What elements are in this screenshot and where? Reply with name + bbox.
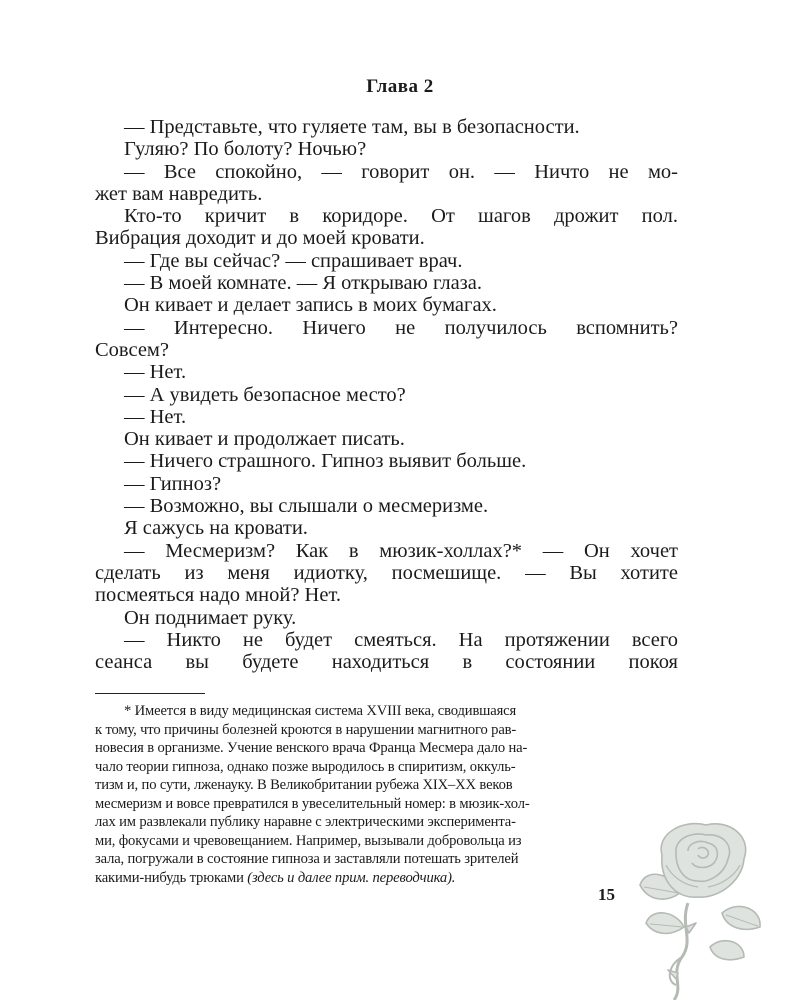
text-line: — Ничего страшного. Гипноз выявит больше.: [124, 450, 527, 473]
text-line: — А увидеть безопасное место?: [124, 383, 406, 406]
text-line: — Представьте, что гуляете там, вы в безопасности.: [124, 116, 580, 138]
footnote-line: ми, фокусами и чревовещанием. Например, вызывали добровольца из: [95, 832, 522, 849]
text-line: Он кивает и делает запись в моих бумагах.: [124, 294, 497, 317]
text-line: Гуляю? По болоту? Ночью?: [124, 138, 367, 161]
footnote-line: новесия в организме. Учение венского врача Франца Месмера дало на-: [95, 740, 528, 756]
footnote-line: * Имеется в виду медицинская система XVIII века, сводившаяся: [124, 703, 517, 719]
text-line: Он поднимает руку.: [124, 606, 297, 629]
text-line: Совсем?: [95, 338, 170, 361]
text-line: — Нет.: [124, 361, 187, 384]
footnote-line: зала, погружали в состояние гипноза и заставляли потешать зрителей: [95, 851, 519, 867]
text-line: — Нет.: [124, 405, 187, 428]
text-line: — Возможно, вы слышали о месмеризме.: [124, 495, 489, 518]
translator-note: (здесь и далее прим. переводчика).: [247, 869, 456, 886]
text-line: Кто-то кричит в коридоре. От шагов дрожит пол.: [124, 205, 678, 228]
chapter-title: Глава 2: [366, 76, 434, 97]
text-line: — В моей комнате. — Я открываю глаза.: [124, 272, 482, 295]
text-line: — Никто не будет смеяться. На протяжении всего: [124, 628, 678, 651]
footnote-line: чало теории гипноза, однако позже выродилось в спиритизм, оккуль-: [95, 758, 516, 775]
footnote: [95, 702, 678, 887]
text-line: Я сажусь на кровати.: [124, 517, 308, 540]
footnote-line: лах им развлекали публику наравне с электрическими эксперимента-: [95, 814, 516, 830]
text-line: жет вам навредить.: [95, 182, 263, 205]
footnote-last-line: [95, 869, 678, 888]
text-line: посмеяться надо мной? Нет.: [95, 584, 341, 607]
text-line: — Месмеризм? Как в мюзик-холлах?* — Он хочет: [124, 539, 678, 562]
text-line: Он кивает и продолжает писать.: [124, 428, 405, 451]
body-text: [95, 116, 678, 673]
footnote-line: месмеризм и вовсе превратился в увеселительный номер: в мюзик-хол-: [95, 795, 530, 812]
footnote-line: какими-нибудь трюками: [95, 869, 244, 886]
rose-icon: [610, 815, 790, 1000]
text-line: — Все спокойно, — говорит он. — Ничто не мо-: [124, 160, 678, 183]
footnote-divider: [95, 693, 205, 694]
text-line: — Интересно. Ничего не получилось вспомнить?: [124, 316, 678, 339]
text-line: сделать из меня идиотку, посмешище. — Вы хотите: [95, 561, 678, 584]
page-number: 15: [598, 885, 615, 904]
text-line: Вибрация доходит и до моей кровати.: [95, 227, 425, 250]
footnote-line: тизм и, по сути, лженауку. В Великобритании рубежа XIX–XX веков: [95, 777, 513, 793]
text-line: — Где вы сейчас? — спрашивает врач.: [124, 249, 463, 272]
text-line: — Гипноз?: [124, 472, 222, 495]
text-line: сеанса вы будете находиться в состоянии покоя: [95, 651, 678, 674]
footnote-line: к тому, что причины болезней кроются в нарушении магнитного рав-: [95, 721, 517, 738]
